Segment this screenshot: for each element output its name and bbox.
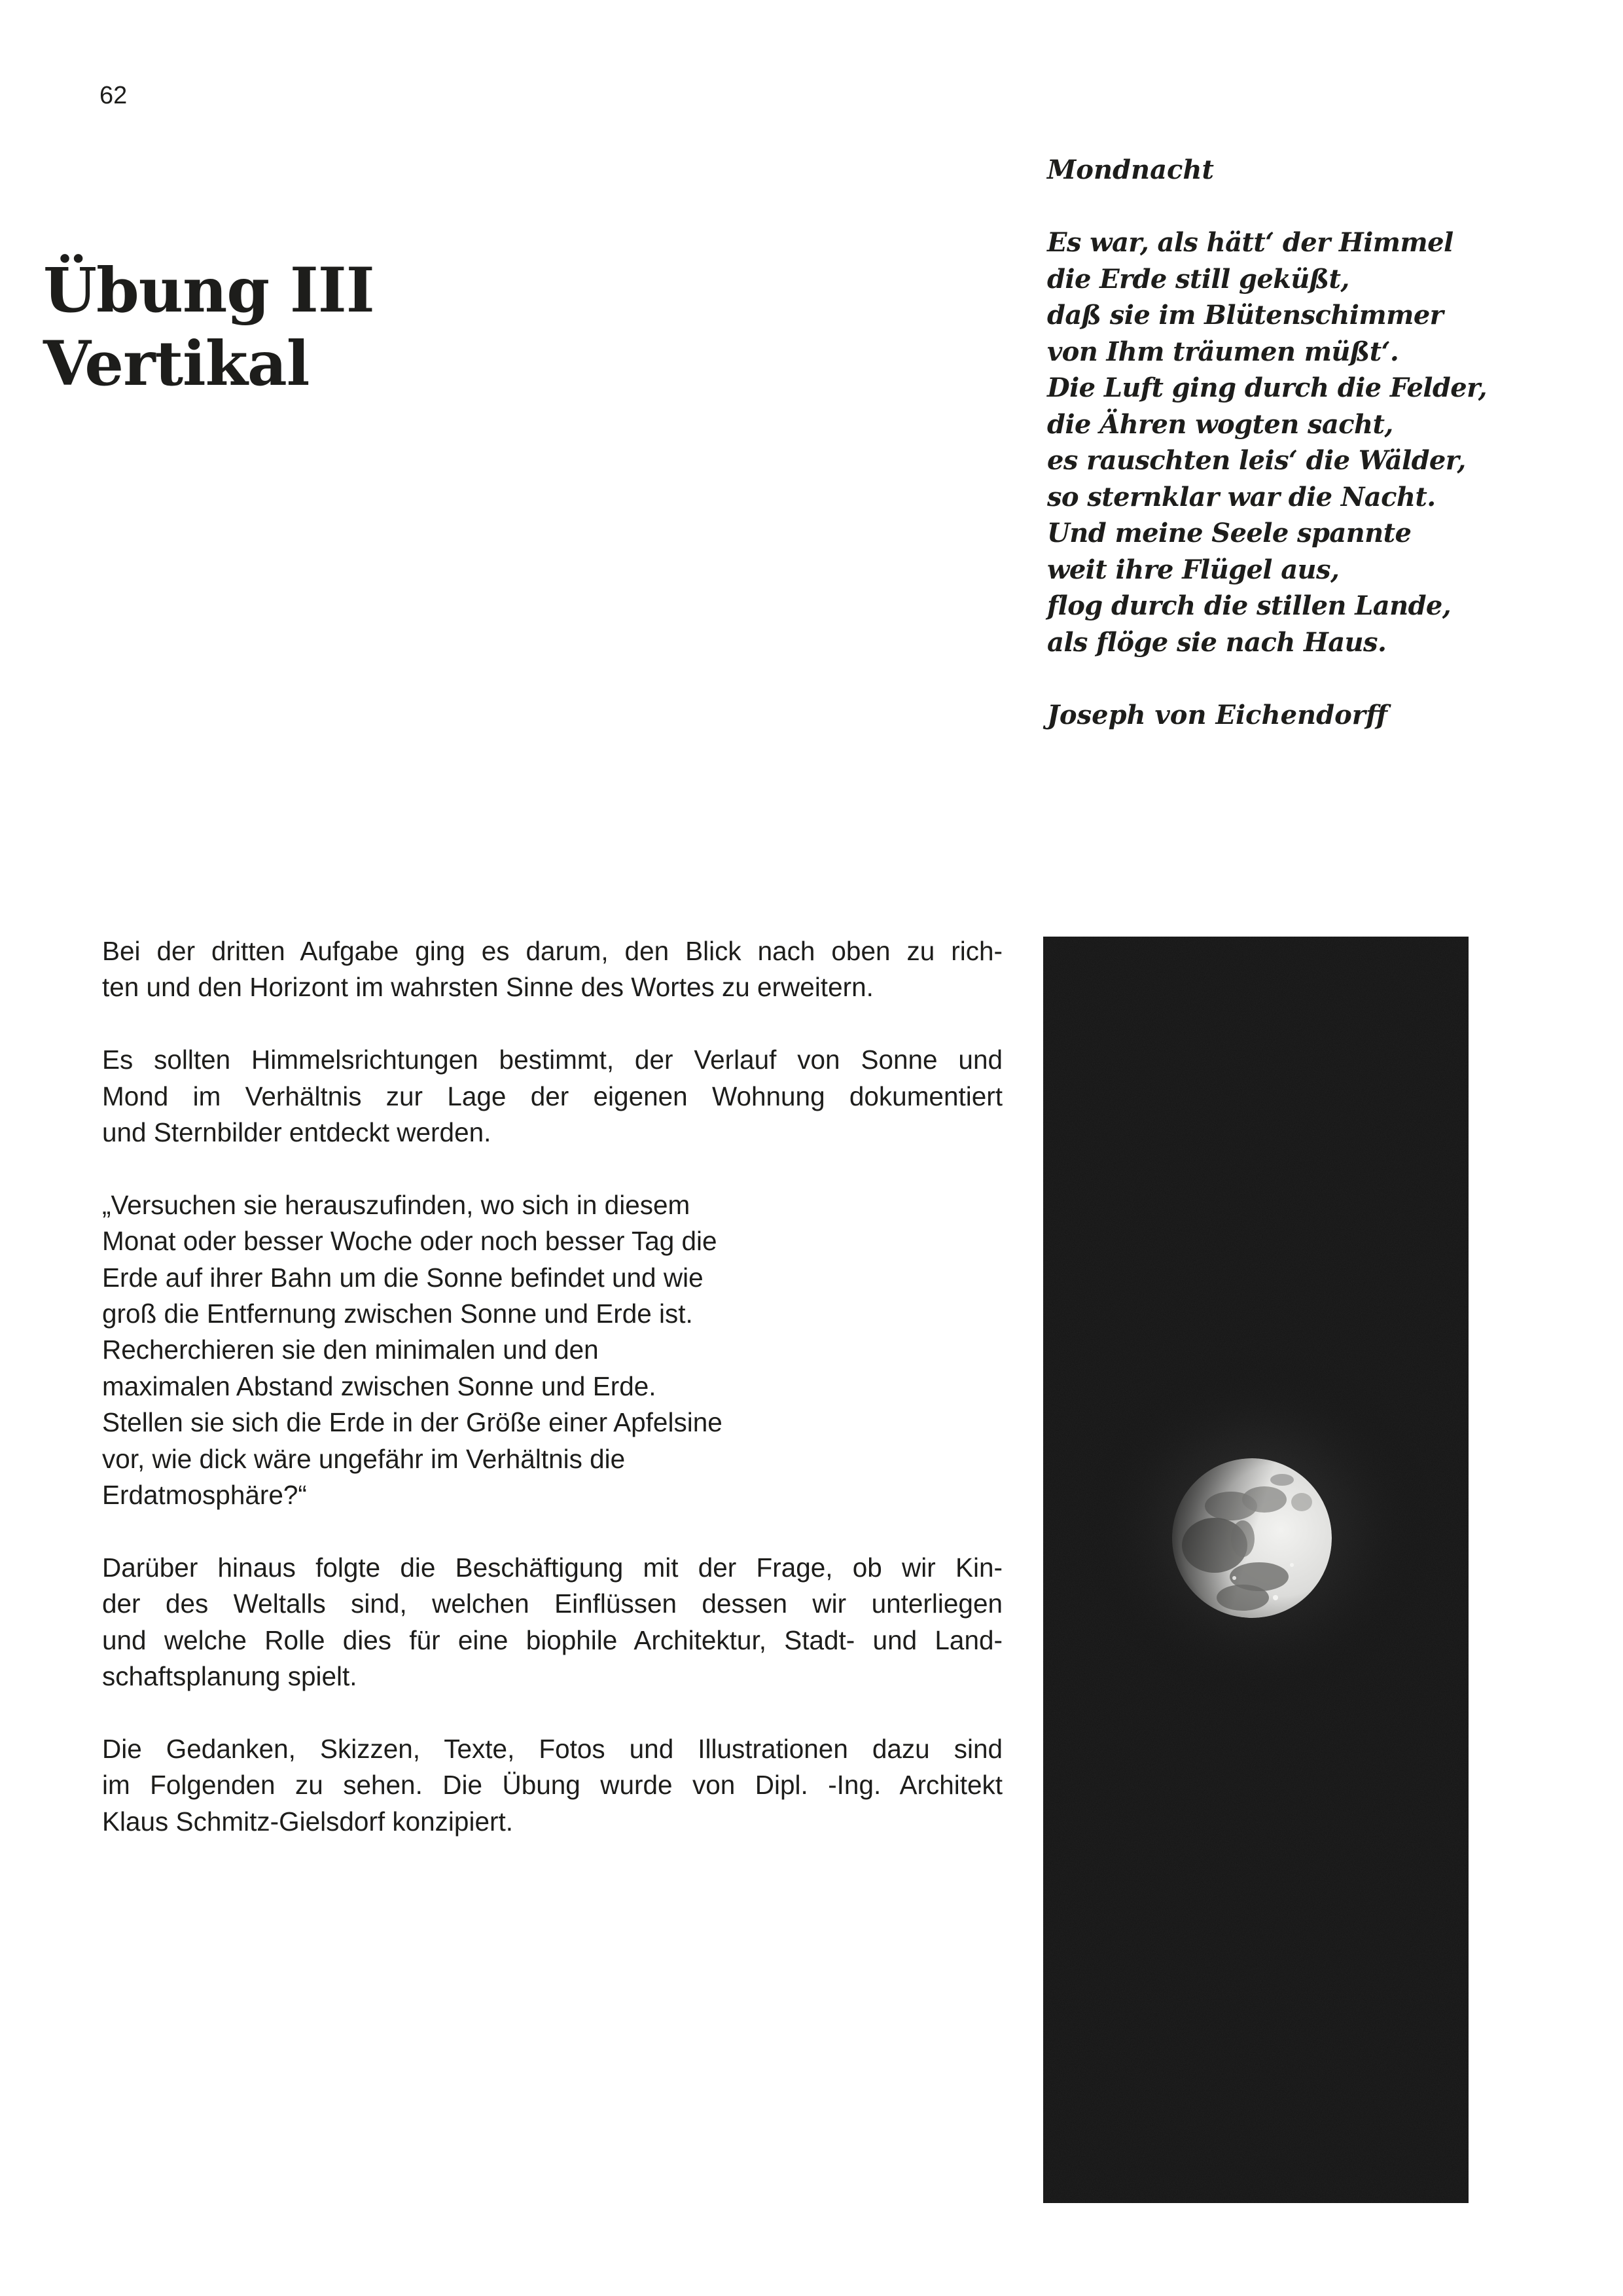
quote-line: groß die Entfernung zwischen Sonne und Erde ist.	[102, 1299, 693, 1329]
poem-title: Mondnacht	[1047, 154, 1214, 185]
text-line: Die Gedanken, Skizzen, Texte, Fotos und Illustrationen dazu sind	[102, 1733, 1003, 1764]
text-line: und welche Rolle dies für eine biophile Architektur, Stadt- und Land-	[102, 1624, 1003, 1655]
quote-line: vor, wie dick wäre ungefähr im Verhältnis die	[102, 1443, 626, 1474]
text-line: der des Weltalls sind, welchen Einflüssen dessen wir unterliegen	[102, 1588, 1003, 1619]
text-line: Darüber hinaus folgte die Beschäftigung mit der Frage, ob wir Kin-	[102, 1552, 1003, 1583]
title-line-2: Vertikal	[43, 328, 310, 400]
poem-line: weit ihre Flügel aus,	[1047, 554, 1340, 585]
moon-photo	[1043, 937, 1469, 2203]
poem-author: Joseph von Eichendorff	[1047, 699, 1387, 730]
quote-line: Erdatmosphäre?“	[102, 1480, 307, 1511]
text-line: und Sternbilder entdeckt werden.	[102, 1117, 491, 1148]
poem-line: Es war, als hätt‘ der Himmel	[1047, 227, 1454, 258]
text-line: ten und den Horizont im wahrsten Sinne des Wortes zu erweitern.	[102, 972, 874, 1003]
quote-line: maximalen Abstand zwischen Sonne und Erde.	[102, 1371, 656, 1401]
poem-line: als flöge sie nach Haus.	[1047, 626, 1387, 658]
text-line: Bei der dritten Aufgabe ging es darum, den Blick nach oben zu rich-	[102, 936, 1003, 966]
poem-line: von Ihm träumen müßt‘.	[1047, 336, 1399, 367]
text-line: Es sollten Himmelsrichtungen bestimmt, der Verlauf von Sonne und	[102, 1045, 1003, 1075]
quote-line: Recherchieren sie den minimalen und den	[102, 1335, 599, 1365]
quote-line: Monat oder besser Woche oder noch besser Tag die	[102, 1226, 717, 1257]
paragraph-tasks	[102, 1042, 1003, 1151]
body-text	[102, 933, 1003, 1876]
poem-line: die Erde still geküßt,	[1047, 263, 1349, 295]
poem-line: es rauschten leis‘ die Wälder,	[1047, 445, 1466, 476]
quote-line: „Versuchen sie herauszufinden, wo sich in diesem	[102, 1189, 690, 1220]
paragraph-quote	[102, 1187, 1003, 1514]
paragraph-universe	[102, 1550, 1003, 1695]
poem-line: flog durch die stillen Lande,	[1047, 590, 1452, 621]
moon-illustration	[1043, 937, 1469, 2203]
text-line: im Folgenden zu sehen. Die Übung wurde von Dipl. -Ing. Architekt	[102, 1770, 1003, 1801]
text-line: Mond im Verhältnis zur Lage der eigenen Wohnung dokumentiert	[102, 1081, 1003, 1111]
paragraph-intro	[102, 933, 1003, 1006]
poem-line: Die Luft ging durch die Felder,	[1047, 372, 1488, 403]
quote-line: Stellen sie sich die Erde in der Größe einer Apfelsine	[102, 1407, 722, 1438]
poem-line: so sternklar war die Nacht.	[1047, 481, 1436, 512]
poem-line: daß sie im Blütenschimmer	[1047, 300, 1444, 331]
paragraph-credits	[102, 1731, 1003, 1840]
poem-line: Und meine Seele spannte	[1047, 518, 1412, 548]
text-line: schaftsplanung spielt.	[102, 1661, 357, 1692]
quote-line: Erde auf ihrer Bahn um die Sonne befindet und wie	[102, 1262, 704, 1293]
page-title	[43, 254, 374, 401]
page-number: 62	[99, 82, 128, 109]
poem-line: die Ähren wogten sacht,	[1047, 408, 1393, 440]
text-line: Klaus Schmitz-Gielsdorf konzipiert.	[102, 1806, 513, 1837]
title-line-1: Übung III	[43, 255, 374, 327]
poem	[1047, 152, 1505, 733]
